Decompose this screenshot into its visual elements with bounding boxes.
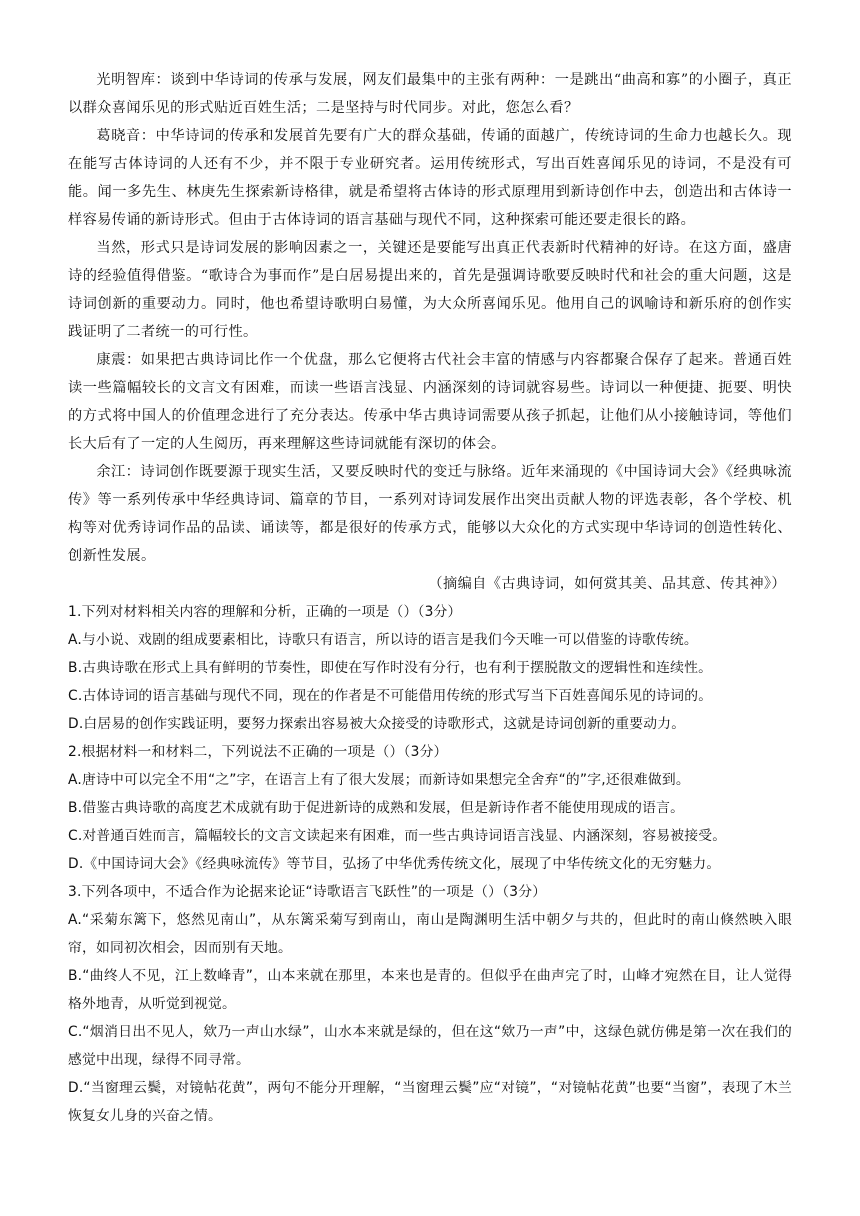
passage-paragraph-2: 葛晓音：中华诗词的传承和发展首先要有广大的群众基础，传诵的面越广，传统诗词的生命力也越长久。现在能写古体诗词的人还有不少，并不限于专业研究者。运用传统形式，写出百姓喜闻乐见的诗词，不是没有可能。闻一多先生、林庚先生探索新诗格律，就是希望将古体诗的形式原理用到新诗创作中去，创造出和古体诗一样容易传诵的新诗形式。但由于古体诗词的语言基础与现代不同，这种探索可能还要走很长的路。 bbox=[68, 128, 792, 228]
question-2 bbox=[68, 738, 792, 878]
question-3-option-a[interactable]: A.“采菊东篱下，悠然见南山”，从东篱采菊写到南山，南山是陶渊明生活中朝夕与共的，但此时的南山倏然映入眼帘，如同初次相会，因而别有天地。 bbox=[68, 912, 792, 956]
question-2-stem: 2.根据材料一和材料二，下列说法不正确的一项是（）（3分） bbox=[68, 744, 448, 760]
exam-page bbox=[68, 66, 792, 1130]
question-3-option-b[interactable]: B.“曲终人不见，江上数峰青”，山本来就在那里，本来也是青的。但似乎在曲声完了时，山峰才宛然在目，让人觉得格外地青，从听觉到视觉。 bbox=[68, 968, 792, 1012]
reading-passage bbox=[68, 66, 792, 598]
passage-paragraph-3: 当然，形式只是诗词发展的影响因素之一，关键还是要能写出真正代表新时代精神的好诗。在这方面，盛唐诗的经验值得借鉴。“歌诗合为事而作”是白居易提出来的，首先是强调诗歌要反映时代和社会的重大问题，这是诗词创新的重要动力。同时，他也希望诗歌明白易懂，为大众所喜闻乐见。他用自己的讽喻诗和新乐府的创作实践证明了二者统一的可行性。 bbox=[68, 240, 792, 340]
question-1 bbox=[68, 598, 792, 738]
question-2-option-d[interactable]: D.《中国诗词大会》《经典咏流传》等节目，弘扬了中华优秀传统文化，展现了中华传统文化的无穷魅力。 bbox=[68, 856, 721, 872]
question-2-option-b[interactable]: B.借鉴古典诗歌的高度艺术成就有助于促进新诗的成熟和发展，但是新诗作者不能使用现成的语言。 bbox=[68, 800, 685, 816]
question-1-option-b[interactable]: B.古典诗歌在形式上具有鲜明的节奏性，即使在写作时没有分行，也有利于摆脱散文的逻辑性和连续性。 bbox=[68, 660, 713, 676]
question-1-option-d[interactable]: D.白居易的创作实践证明，要努力探索出容易被大众接受的诗歌形式，这就是诗词创新的重要动力。 bbox=[68, 716, 686, 732]
question-3-option-c[interactable]: C.“烟消日出不见人，欸乃一声山水绿”，山水本来就是绿的，但在这“欸乃一声”中，这绿色就仿佛是第一次在我们的感觉中出现，绿得不同寻常。 bbox=[68, 1024, 792, 1068]
question-1-option-a[interactable]: A.与小说、戏剧的组成要素相比，诗歌只有语言，所以诗的语言是我们今天唯一可以借鉴的诗歌传统。 bbox=[68, 632, 698, 648]
question-list bbox=[68, 598, 792, 1130]
question-2-option-a[interactable]: A.唐诗中可以完全不用“之”字，在语言上有了很大发展；而新诗如果想完全舍弃“的”字,还很难做到。 bbox=[68, 772, 690, 788]
question-3 bbox=[68, 878, 792, 1130]
passage-source: （摘编自《古典诗词，如何赏其美、品其意、传其神》） bbox=[428, 576, 786, 592]
question-1-stem: 1.下列对材料相关内容的理解和分析，正确的一项是（）（3分） bbox=[68, 604, 462, 620]
passage-paragraph-1: 光明智库：谈到中华诗词的传承与发展，网友们最集中的主张有两种：一是跳出“曲高和寡”的小圈子，真正以群众喜闻乐见的形式贴近百姓生活；二是坚持与时代同步。对此，您怎么看？ bbox=[68, 72, 792, 116]
question-2-option-c[interactable]: C.对普通百姓而言，篇幅较长的文言文读起来有困难，而一些古典诗词语言浅显、内涵深刻，容易被接受。 bbox=[68, 828, 727, 844]
question-1-option-c[interactable]: C.古体诗词的语言基础与现代不同，现在的作者是不可能借用传统的形式写当下百姓喜闻乐见的诗词的。 bbox=[68, 688, 713, 704]
question-3-stem: 3.下列各项中，不适合作为论据来论证“诗歌语言飞跃性”的一项是（）（3分） bbox=[68, 884, 547, 900]
passage-paragraph-5: 余江：诗词创作既要源于现实生活，又要反映时代的变迁与脉络。近年来涌现的《中国诗词大会》《经典咏流传》等一系列传承中华经典诗词、篇章的节目，一系列对诗词发展作出突出贡献人物的评选表彰，各个学校、机构等对优秀诗词作品的品读、诵读等，都是很好的传承方式，能够以大众化的方式实现中华诗词的创造性转化、创新性发展。 bbox=[68, 464, 792, 564]
question-3-option-d[interactable]: D.“当窗理云鬓，对镜帖花黄”，两句不能分开理解，“当窗理云鬓”应“对镜”，“对镜帖花黄”也要“当窗”，表现了木兰恢复女儿身的兴奋之情。 bbox=[68, 1080, 792, 1124]
passage-paragraph-4: 康震：如果把古典诗词比作一个优盘，那么它便将古代社会丰富的情感与内容都聚合保存了起来。普通百姓读一些篇幅较长的文言文有困难，而读一些语言浅显、内涵深刻的诗词就容易些。诗词以一种便捷、扼要、明快的方式将中国人的价值理念进行了充分表达。传承中华古典诗词需要从孩子抓起，让他们从小接触诗词，等他们长大后有了一定的人生阅历，再来理解这些诗词就能有深切的体会。 bbox=[68, 352, 792, 452]
